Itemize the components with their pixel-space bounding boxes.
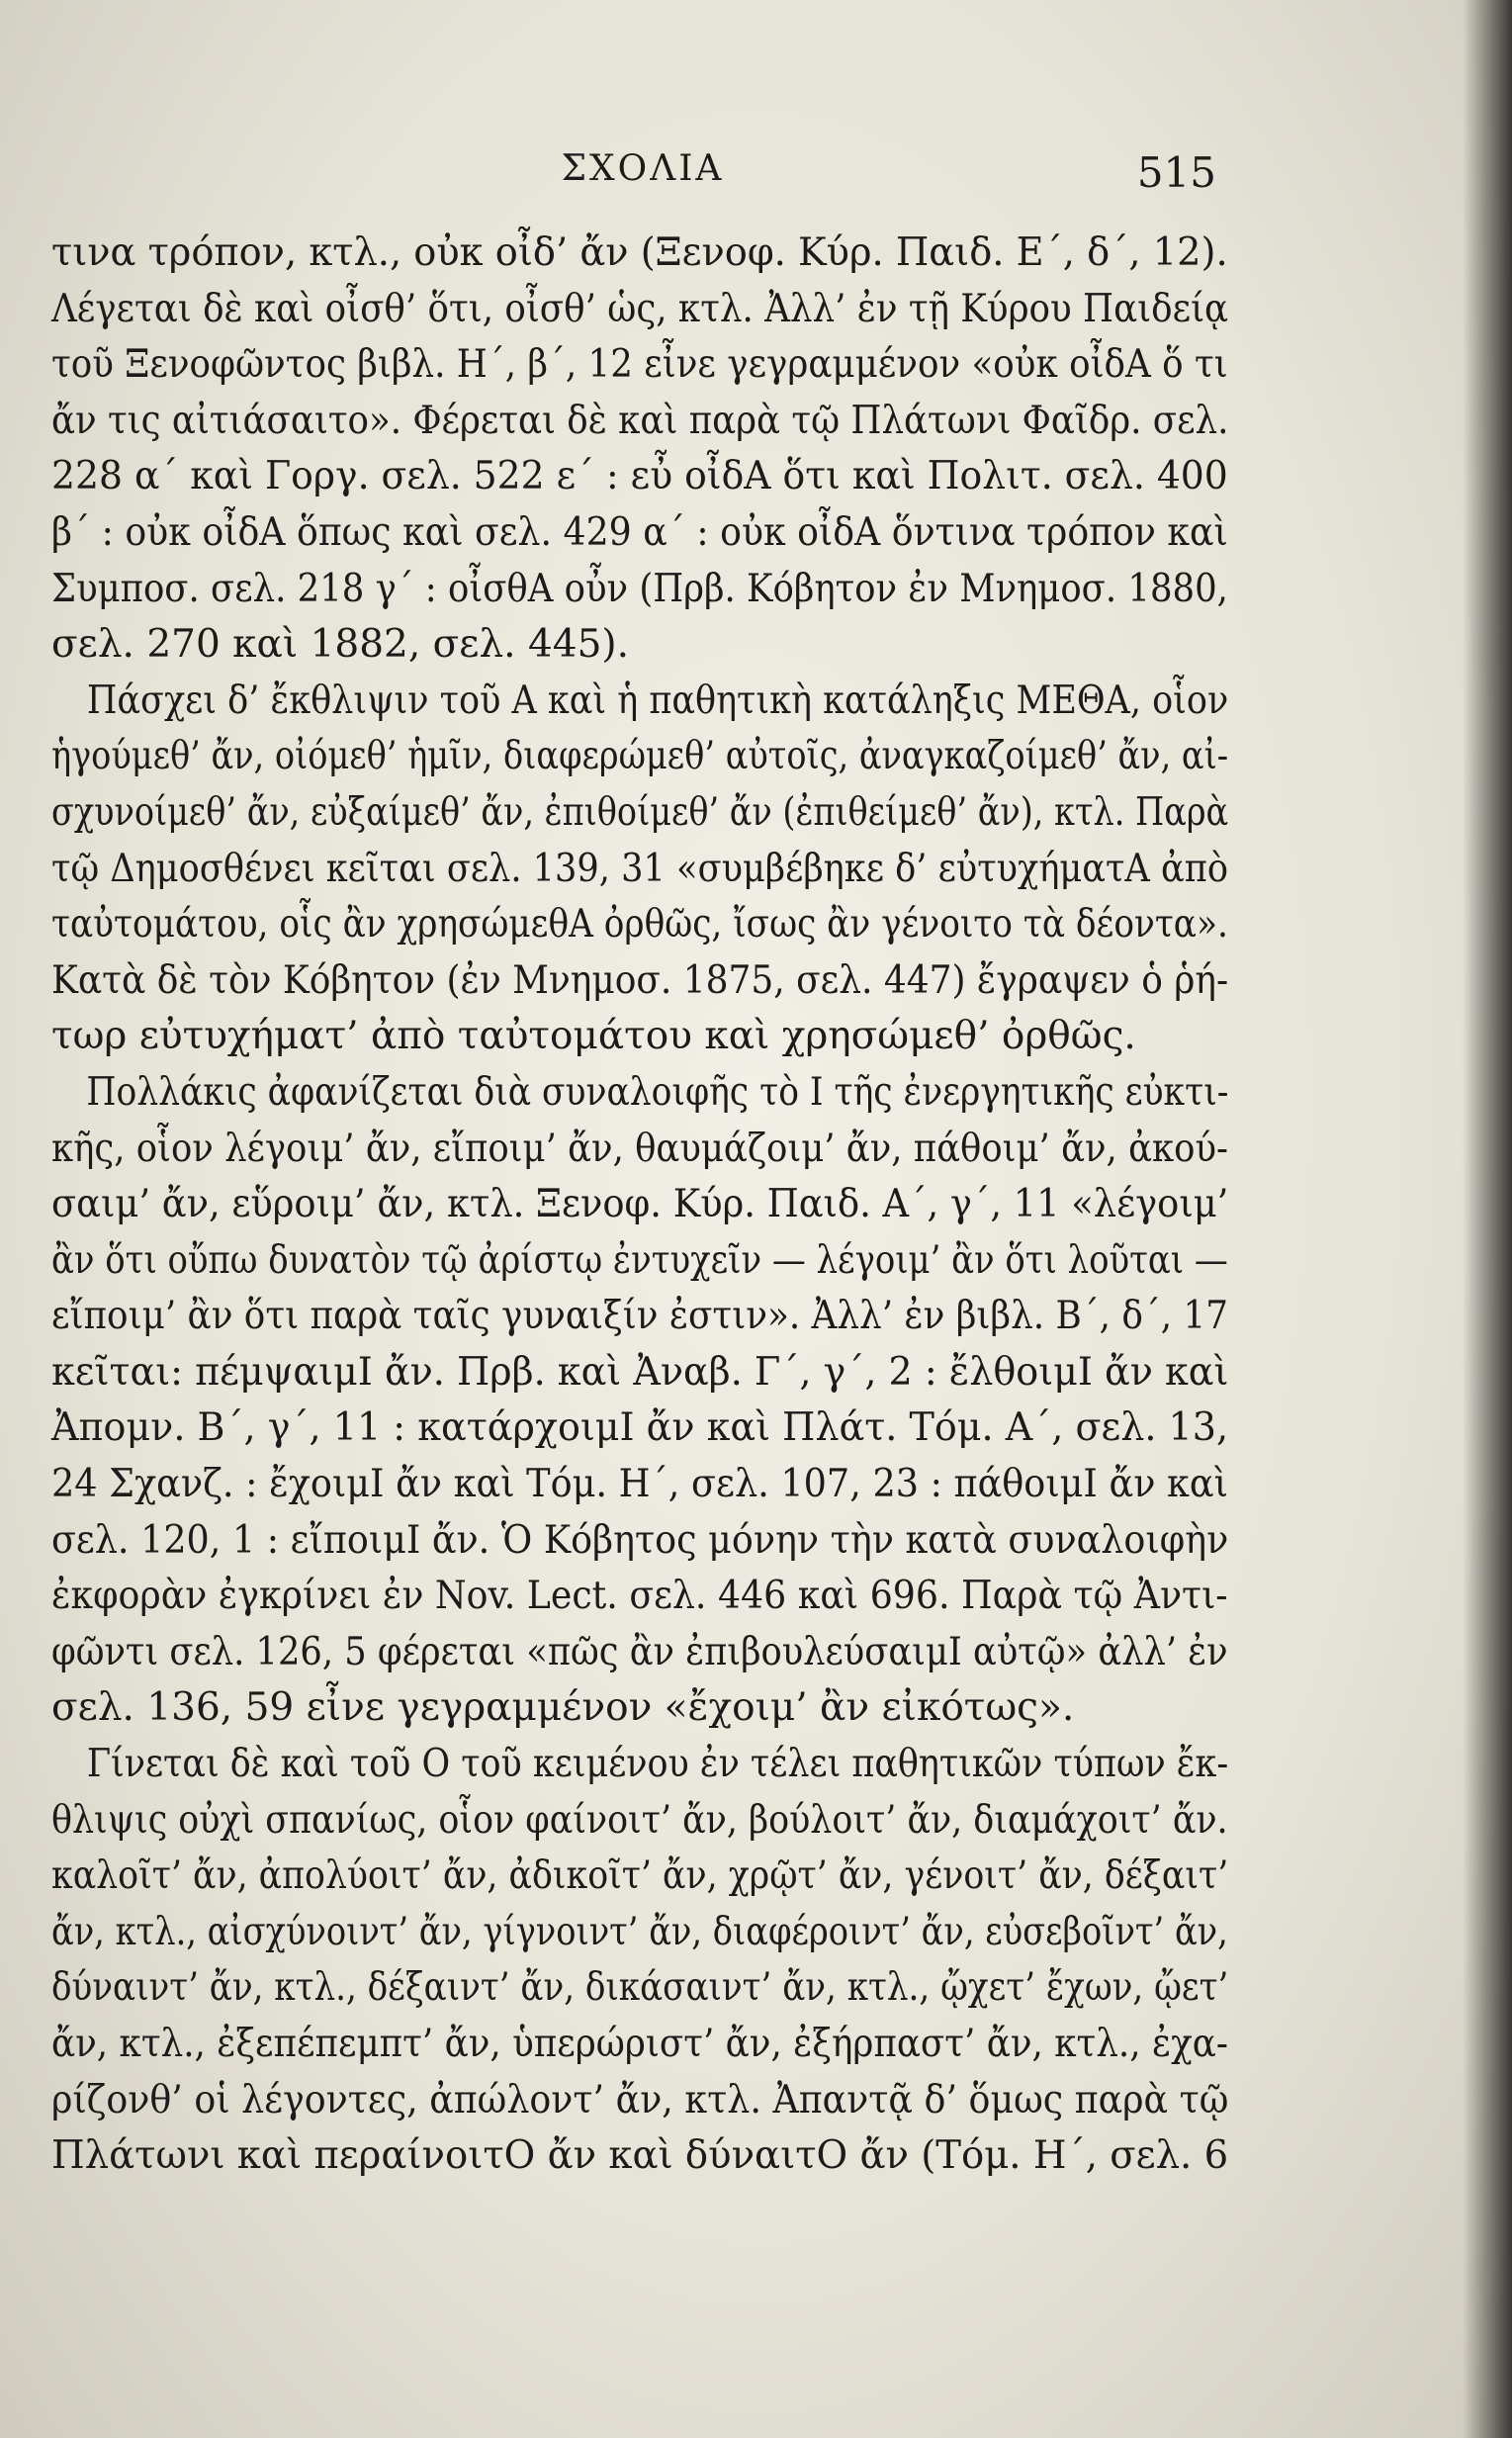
text-line: 24 Σχανζ. : ἔχοιμΙ ἄν καὶ Τόμ. Η΄, σελ. 107, 23 : πάθοιμΙ ἄν καὶ <box>51 1462 1228 1507</box>
text-line: ταὐτομάτου, οἷς ἂν χρησώμεθΑ ὀρθῶς, ἴσως ἂν γένοιτο τὰ δέοντα». <box>51 902 1228 948</box>
text-line: ἄν, κτλ., ἐξεπέπεμπτ’ ἄν, ὑπερώριστ’ ἄν, ἐξήρπαστ’ ἄν, κτλ., ἐχα- <box>51 2022 1228 2066</box>
body-text <box>51 226 1228 2185</box>
text-line: σελ. 136, 59 εἶνε γεγραμμένον «ἔχοιμ’ ἂν εἰκότως». <box>51 1685 1075 1731</box>
text-line: εἴποιμ’ ἂν ὅτι παρὰ ταῖς γυναιξίν ἐστιν». Ἀλλ’ ἐν βιβλ. Β΄, δ΄, 17 <box>51 1294 1228 1339</box>
text-line: Πάσχει δ’ ἔκθλιψιν τοῦ Α καὶ ἡ παθητικὴ κατάληξις ΜΕΘΑ, οἷον <box>86 677 1229 723</box>
text-line: τινα τρόπον, κτλ., οὐκ οἶδ’ ἄν (Ξενοφ. Κύρ. Παιδ. Ε΄, δ΄, 12). <box>51 230 1228 275</box>
text-line: καλοῖτ’ ἄν, ἀπολύοιτ’ ἄν, ἀδικοῖτ’ ἄν, χρῷτ’ ἄν, γένοιτ’ ἄν, δέξαιτ’ <box>51 1853 1229 1899</box>
text-line: σελ. 120, 1 : εἴποιμΙ ἄν. Ὁ Κόβητος μόνην τὴν κατὰ συναλοιφὴν <box>51 1517 1229 1563</box>
text-line: τοῦ Ξενοφῶντος βιβλ. Η΄, β΄, 12 εἶνε γεγραμμένον «οὐκ οἶδΑ ὅ τι <box>51 342 1228 388</box>
text-line: ἄν, κτλ., αἰσχύνοιντ’ ἄν, γίγνοιντ’ ἄν, διαφέροιντ’ ἄν, εὐσεβοῖντ’ ἄν, <box>51 1909 1228 1954</box>
text-line: Λέγεται δὲ καὶ οἶσθ’ ὅτι, οἶσθ’ ὡς, κτλ. Ἀλλ’ ἐν τῇ Κύρου Παιδείᾳ <box>51 286 1229 331</box>
text-line: ἐκφορὰν ἐγκρίνει ἐν Nov. Lect. σελ. 446 καὶ 696. Παρὰ τῷ Ἀντι- <box>51 1574 1228 1619</box>
text-line: Συμποσ. σελ. 218 γ΄ : οἶσθΑ οὖν (Πρβ. Κόβητον ἐν Μνημοσ. 1880, <box>51 566 1228 611</box>
text-line: Ἀπομν. Β΄, γ΄, 11 : κατάρχοιμΙ ἄν καὶ Πλάτ. Τόμ. Α΄, σελ. 13, <box>51 1405 1229 1451</box>
text-line: κῆς, οἷον λέγοιμ’ ἄν, εἴποιμ’ ἄν, θαυμάζοιμ’ ἄν, πάθοιμ’ ἄν, ἀκού- <box>51 1126 1228 1171</box>
text-line: σαιμ’ ἄν, εὕροιμ’ ἄν, κτλ. Ξενοφ. Κύρ. Παιδ. Α΄, γ΄, 11 «λέγοιμ’ <box>51 1182 1229 1227</box>
page-header <box>69 148 1216 208</box>
text-line: φῶντι σελ. 126, 5 φέρεται «πῶς ἂν ἐπιβουλεύσαιμΙ αὐτῷ» ἀλλ’ ἐν <box>51 1629 1228 1674</box>
text-line: β΄ : οὐκ οἶδΑ ὅπως καὶ σελ. 429 α΄ : οὐκ οἶδΑ ὅντινα τρόπον καὶ <box>51 509 1228 555</box>
text-line: σελ. 270 καὶ 1882, σελ. 445). <box>51 622 630 668</box>
text-line: σχυνοίμεθ’ ἄν, εὐξαίμεθ’ ἄν, ἐπιθοίμεθ’ ἄν (ἐπιθείμεθ’ ἄν), κτλ. Παρὰ <box>51 789 1229 835</box>
text-line: Γίνεται δὲ καὶ τοῦ Ο τοῦ κειμένου ἐν τέλει παθητικῶν τύπων ἔκ- <box>86 1742 1229 1787</box>
text-line: δύναιντ’ ἄν, κτλ., δέξαιντ’ ἄν, δικάσαιντ’ ἄν, κτλ., ᾤχετ’ ἔχων, ᾤετ’ <box>51 1965 1229 2011</box>
text-line: ρίζονθ’ οἱ λέγοντες, ἀπώλοντ’ ἄν, κτλ. Ἀπαντᾷ δ’ ὅμως παρὰ τῷ <box>51 2077 1229 2122</box>
page-number: 515 <box>1136 148 1216 197</box>
text-line: 228 α΄ καὶ Γοργ. σελ. 522 ε΄ : εὖ οἶδΑ ὅτι καὶ Πολιτ. σελ. 400 <box>51 454 1228 499</box>
running-head: ΣΧΟΛΙΑ <box>561 148 725 189</box>
text-line: Πλάτωνι καὶ περαίνοιτΟ ἄν καὶ δύναιτΟ ἄν (Τόμ. Η΄, σελ. 6 <box>51 2133 1229 2179</box>
text-line: τῷ Δημοσθένει κεῖται σελ. 139, 31 «συμβέβηκε δ’ εὐτυχήματΑ ἀπὸ <box>51 846 1229 891</box>
text-line: θλιψις οὐχὶ σπανίως, οἷον φαίνοιτ’ ἄν, βούλοιτ’ ἄν, διαμάχοιτ’ ἄν. <box>51 1797 1228 1843</box>
text-line: τωρ εὐτυχήματ’ ἀπὸ ταὐτομάτου καὶ χρησώμεθ’ ὀρθῶς. <box>51 1014 1136 1059</box>
text-line: ἄν τις αἰτιάσαιτο». Φέρεται δὲ καὶ παρὰ τῷ Πλάτωνι Φαῖδρ. σελ. <box>51 398 1229 443</box>
text-line: Κατὰ δὲ τὸν Κόβητον (ἐν Μνημοσ. 1875, σελ. 447) ἔγραψεν ὁ ῥή- <box>51 957 1229 1003</box>
text-line: ἡγούμεθ’ ἄν, οἰόμεθ’ ἡμῖν, διαφερώμεθ’ αὐτοῖς, ἀναγκαζοίμεθ’ ἄν, αἰ- <box>51 734 1229 779</box>
text-line: Πολλάκις ἀφανίζεται διὰ συναλοιφῆς τὸ Ι τῆς ἐνεργητικῆς εὐκτι- <box>86 1069 1229 1115</box>
text-line: κεῖται: πέμψαιμΙ ἄν. Πρβ. καὶ Ἀναβ. Γ΄, γ΄, 2 : ἔλθοιμΙ ἄν καὶ <box>51 1349 1229 1395</box>
text-line: ἂν ὅτι οὔπω δυνατὸν τῷ ἀρίστῳ ἐντυχεῖν — λέγοιμ’ ἂν ὅτι λοῦται — <box>51 1237 1228 1283</box>
page-edge-shadow <box>1463 0 1512 2438</box>
